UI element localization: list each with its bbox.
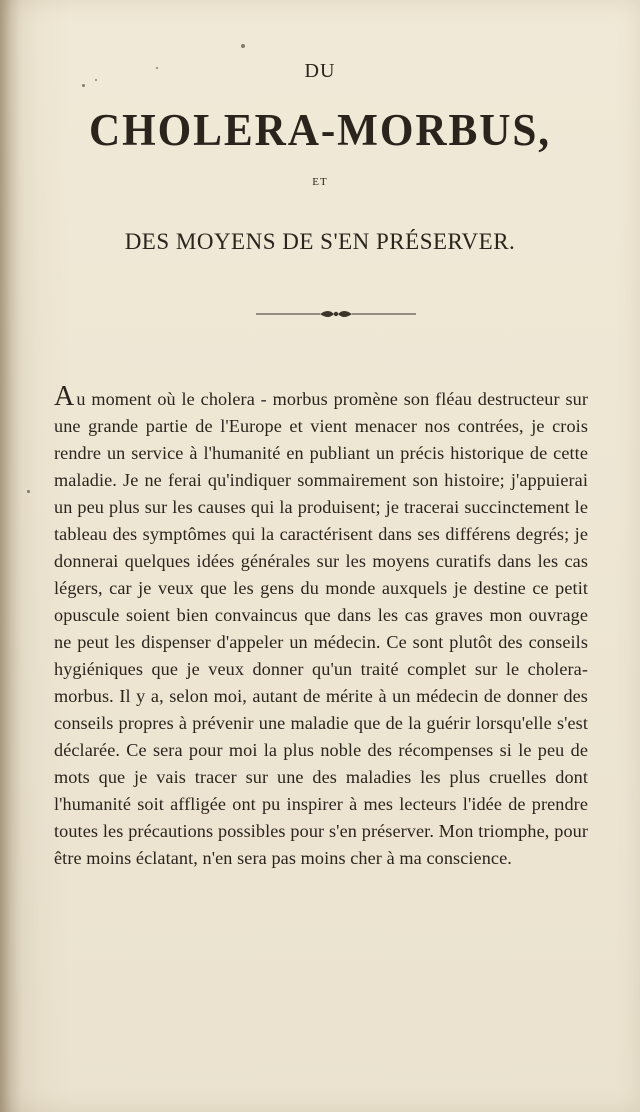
title-small: DU [304, 60, 336, 82]
ink-speck [27, 490, 30, 493]
ornamental-rule-icon [256, 306, 416, 322]
page-edge-shadow [0, 0, 22, 1112]
title-connector: ET [312, 176, 328, 188]
subtitle: DES MOYENS DE S'EN PRÉSERVER. [124, 229, 516, 254]
ink-speck [241, 44, 245, 48]
paragraph-text: u moment où le cholera - morbus promène son fléau destructeur sur une grande partie de l'Europe et vient menacer nos contrées, je crois rendre un service à l'humanité en publiant un précis historique de cette maladie. Je ne ferai qu'indiquer sommairement son histoire; j'appuierai un peu plus sur les causes qui la produisent; je tracerai succinctement le tableau des symptômes qui la caractérisent dans ses différens degrés; je donnerai quelques idées générales sur les moyens curatifs dans les cas légers, car je veux que les gens du monde auxquels je destine ce petit opuscule soient bien convaincus que dans les cas graves mon ouvrage ne peut les dispenser d'appeler un médecin. Ce sont plutôt des conseils hygiéniques que je veux donner qu'un traité complet sur le cholera-morbus. Il y a, selon moi, autant de mérite à un médecin de donner des conseils propres à prévenir une maladie que de la guérir lorsqu'elle s'est déclarée. Ce sera pour moi la plus noble des récompenses si le peu de mots que je vais tracer sur une des maladies les plus cruelles dont l'humanité soit affligée ont pu inspirer à mes lecteurs l'idée de prendre toutes les précautions possibles pour s'en préserver. Mon triomphe, pour être moins éclatant, n'en sera pas moins cher à ma conscience. [54, 389, 588, 868]
main-paragraph [54, 381, 588, 872]
dropcap-letter: A [54, 381, 75, 412]
main-title: CHOLERA-MORBUS, [88, 105, 552, 155]
ink-speck [82, 84, 85, 87]
